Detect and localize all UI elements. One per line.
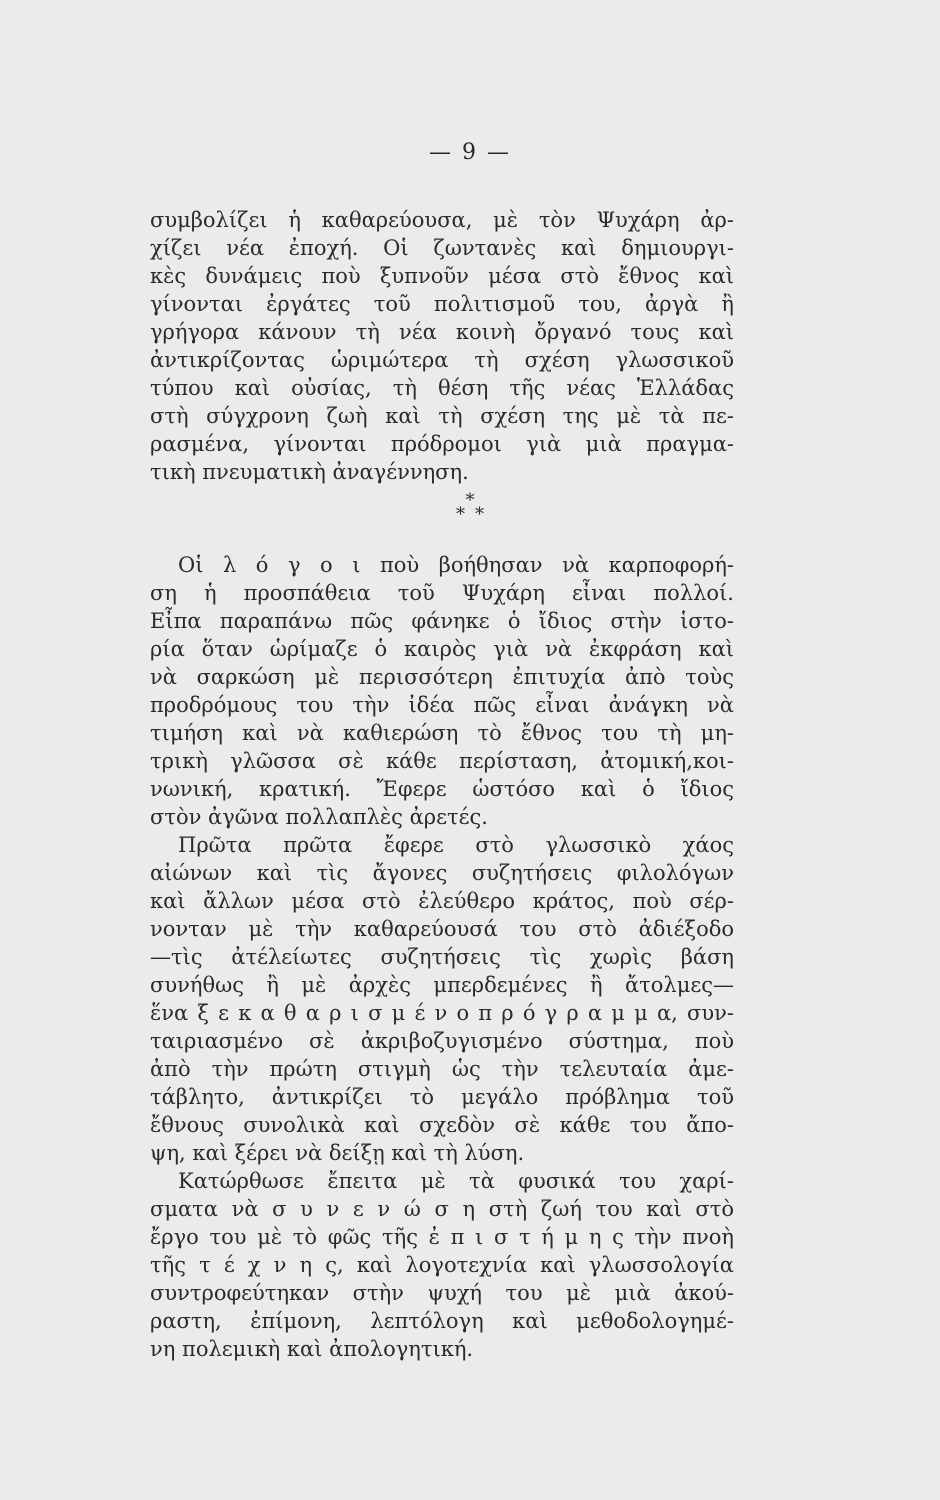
- text-line: νὰ σαρκώση μὲ περισσότερη ἐπιτυχία ἀπὸ τοὺς: [150, 665, 734, 689]
- text-line: ραστη, ἐπίμονη, λεπτόλογη καὶ μεθοδολογημέ-: [150, 1309, 734, 1333]
- paragraph-2: [150, 551, 734, 831]
- asterism-right-star: *: [475, 504, 484, 525]
- text-line: νωνική, κρατική. Ἔφερε ὡστόσο καὶ ὁ ἴδιος: [150, 777, 734, 801]
- text-line: προδρόμους του τὴν ἰδέα πῶς εἶναι ἀνάγκη νὰ: [150, 693, 734, 717]
- text-line: στὴ σύγχρονη ζωὴ καὶ τὴ σχέση της μὲ τὰ πε-: [150, 404, 734, 428]
- text-line: τικὴ πνευματικὴ ἀναγέννηση.: [150, 460, 469, 484]
- section-separator: [0, 490, 940, 525]
- text-line: στὸν ἀγῶνα πολλαπλὲς ἀρετές.: [150, 805, 488, 829]
- text-line: τιμήση καὶ νὰ καθιερώση τὸ ἔθνος του τὴ μη-: [150, 721, 734, 745]
- text-line: τύπου καὶ οὐσίας, τὴ θέση τῆς νέας Ἑλλάδας: [150, 376, 734, 400]
- text-line: ση ἡ προσπάθεια τοῦ Ψυχάρη εἶναι πολλοί.: [150, 581, 734, 605]
- text-line: ἕνα ξ ε κ α θ α ρ ι σ μ έ ν ο π ρ ό γ ρ α μ μ α, συν-: [150, 1001, 734, 1025]
- text-line: τρικὴ γλῶσσα σὲ κάθε περίσταση, ἀτομική,κοι-: [150, 749, 734, 773]
- paragraph-3: [150, 831, 734, 1167]
- text-line: νη πολεμικὴ καὶ ἀπολογητική.: [150, 1337, 474, 1361]
- text-line: χίζει νέα ἐποχή. Οἱ ζωντανὲς καὶ δημιουργι-: [150, 236, 734, 260]
- text-line: ρία ὅταν ὡρίμαζε ὁ καιρὸς γιὰ νὰ ἐκφράση καὶ: [150, 637, 734, 661]
- text-line: συμβολίζει ἡ καθαρεύουσα, μὲ τὸν Ψυχάρη ἀρ-: [150, 208, 734, 232]
- text-line: τάβλητο, ἀντικρίζει τὸ μεγάλο πρόβλημα τοῦ: [150, 1085, 734, 1109]
- asterism-top-star: *: [465, 490, 475, 511]
- page-number: — 9 —: [429, 140, 511, 165]
- asterism-left-star: *: [456, 504, 465, 525]
- text-line: Οἱ λ ό γ ο ι ποὺ βοήθησαν νὰ καρποφορή-: [178, 553, 734, 577]
- text-line: συντροφεύτηκαν στὴν ψυχή του μὲ μιὰ ἀκού-: [150, 1281, 734, 1305]
- text-line: συνήθως ἢ μὲ ἀρχὲς μπερδεμένες ἢ ἄτολμες—: [150, 973, 734, 997]
- text-line: καὶ ἄλλων μέσα στὸ ἐλεύθερο κράτος, ποὺ σέρ-: [150, 889, 734, 913]
- text-line: Πρῶτα πρῶτα ἔφερε στὸ γλωσσικὸ χάος: [178, 833, 734, 857]
- text-line: ψη, καὶ ξέρει νὰ δείξῃ καὶ τὴ λύση.: [150, 1141, 525, 1165]
- text-line: ἔθνους συνολικὰ καὶ σχεδὸν σὲ κάθε του ἄπο-: [150, 1113, 734, 1137]
- text-line: ρασμένα, γίνονται πρόδρομοι γιὰ μιὰ πραγμα-: [150, 432, 734, 456]
- text-line: νονταν μὲ τὴν καθαρεύουσά του στὸ ἀδιέξοδο: [150, 917, 734, 941]
- text-line: γίνονται ἐργάτες τοῦ πολιτισμοῦ του, ἀργὰ ἢ: [150, 292, 734, 316]
- paragraph-1: [150, 206, 734, 486]
- text-line: ἀντικρίζοντας ὡριμώτερα τὴ σχέση γλωσσικοῦ: [150, 348, 734, 372]
- text-line: Εἶπα παραπάνω πῶς φάνηκε ὁ ἴδιος στὴν ἱστο-: [150, 609, 734, 633]
- text-line: ταιριασμένο σὲ ἀκριβοζυγισμένο σύστημα, ποὺ: [150, 1029, 734, 1053]
- text-line: αἰώνων καὶ τὶς ἄγονες συζητήσεις φιλολόγων: [150, 861, 734, 885]
- paragraph-4: [150, 1167, 734, 1363]
- text-line: τῆς τ έ χ ν η ς, καὶ λογοτεχνία καὶ γλωσσολογία: [150, 1253, 734, 1277]
- text-line: γρήγορα κάνουν τὴ νέα κοινὴ ὄργανό τους καὶ: [150, 320, 734, 344]
- main-text: [150, 551, 734, 1363]
- text-line: Κατώρθωσε ἔπειτα μὲ τὰ φυσικά του χαρί-: [178, 1169, 734, 1193]
- text-line: ἔργο του μὲ τὸ φῶς τῆς ἐ π ι σ τ ή μ η ς τὴν πνοὴ: [150, 1225, 734, 1249]
- text-line: —τὶς ἀτέλείωτες συζητήσεις τὶς χωρὶς βάση: [150, 945, 734, 969]
- text-line: ἀπὸ τὴν πρώτη στιγμὴ ὡς τὴν τελευταία ἀμε-: [150, 1057, 734, 1081]
- text-line: κὲς δυνάμεις ποὺ ξυπνοῦν μέσα στὸ ἔθνος καὶ: [150, 264, 734, 288]
- text-line: σματα νὰ σ υ ν ε ν ώ σ η στὴ ζωή του καὶ στὸ: [150, 1197, 734, 1221]
